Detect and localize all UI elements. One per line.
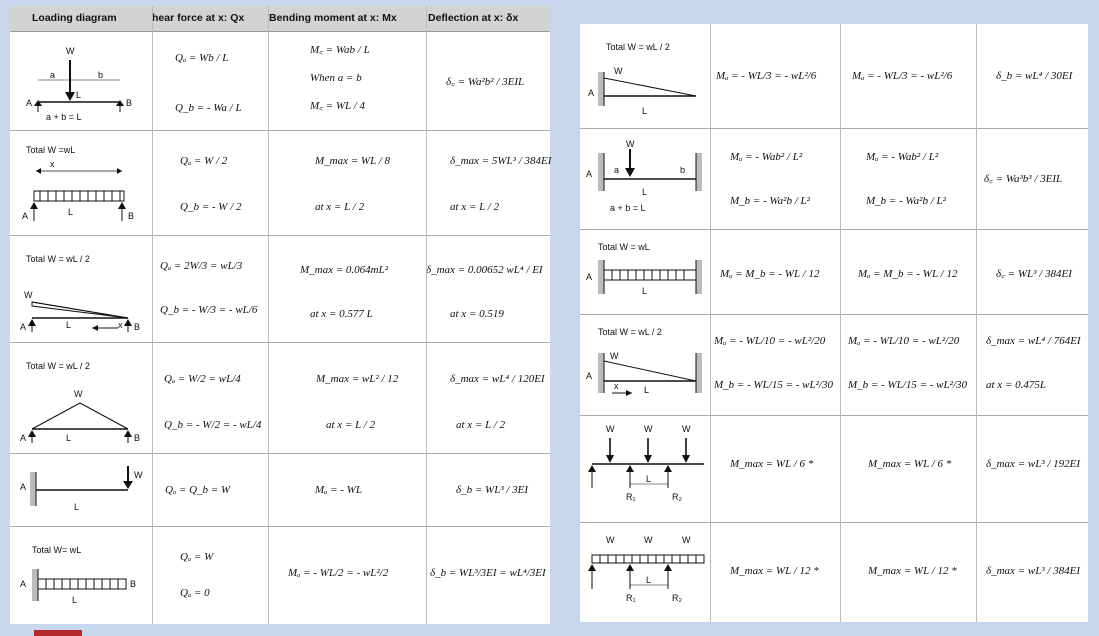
load-label: W	[24, 290, 33, 300]
span-label: L	[76, 90, 82, 100]
col2-line2: M_b = - WL/15 = - wL²/30	[848, 379, 967, 391]
support-b-label: B	[126, 98, 133, 108]
right-table	[580, 24, 1088, 622]
shear-a: Qₐ = W	[180, 551, 214, 563]
span-label: L	[642, 106, 648, 116]
support-a-label: A	[586, 371, 593, 381]
moment-1: M_max = WL / 8	[315, 155, 391, 167]
header-moment: Bending moment at x: Mx	[269, 12, 397, 24]
header-loading: Loading diagram	[32, 12, 117, 24]
a-label: a	[614, 165, 620, 175]
support-a-label: A	[22, 211, 29, 221]
table-row	[580, 24, 1088, 129]
span-label: L	[642, 286, 648, 296]
deflection-1: δ_max = wL⁴ / 120EI	[450, 373, 545, 385]
support-b-label: B	[134, 322, 141, 332]
col1-line1: Mₐ = - WL/10 = - wL²/20	[714, 335, 826, 347]
x-label: x	[50, 159, 55, 169]
shear-a: Qₐ = Q_b = W	[165, 484, 231, 496]
col2-line1: Mₐ = - WL/3 = - wL²/6	[852, 70, 953, 82]
col3-line1: δ_max = wL³ / 384EI	[986, 565, 1081, 577]
deflection-1: δ_max = 0.00652 wL⁴ / EI	[426, 264, 543, 276]
load-label: W	[626, 139, 635, 149]
deflection-1: δ꜀ = Wa²b² / 3EIL	[446, 76, 525, 88]
span-label: L	[642, 187, 648, 197]
col3-line1: δ_b = wL⁴ / 30EI	[996, 70, 1073, 82]
col2-line1: Mₐ = - WL/10 = - wL²/20	[848, 335, 960, 347]
shear-b: Q_b = - W/3 = - wL/6	[160, 304, 258, 316]
support-a-label: A	[20, 433, 27, 443]
table-row	[10, 454, 550, 527]
load-label: W	[74, 389, 83, 399]
load-label-1: W	[606, 535, 615, 545]
col1-line2: M_b = - WL/15 = - wL²/30	[714, 379, 833, 391]
load-label: W	[614, 66, 623, 76]
span-label: L	[66, 320, 72, 330]
table-row	[580, 315, 1088, 416]
deflection-1: δ_b = WL³/3EI = wL⁴/3EI	[430, 567, 546, 579]
moment-3: M꜀ = WL / 4	[310, 100, 366, 112]
support-b-label: B	[134, 433, 141, 443]
col1-line2: M_b = - Wa²b / L²	[730, 195, 810, 207]
moment-2: at x = L / 2	[315, 201, 365, 213]
support-a-label: A	[586, 169, 593, 179]
reaction-2: R₂	[672, 492, 682, 502]
load-label-1: W	[606, 424, 615, 434]
table-row	[580, 523, 1088, 622]
support-a-label: A	[20, 322, 27, 332]
deflection-1: δ_b = WL³ / 3EI	[456, 484, 529, 496]
support-a-label: A	[20, 482, 27, 492]
reaction-2: R₂	[672, 593, 682, 603]
moment-1: M_max = wL² / 12	[316, 373, 399, 385]
diagram-title: Total W= wL	[32, 545, 82, 555]
col2-line1: M_max = WL / 12 *	[868, 565, 957, 577]
table-row	[10, 527, 550, 623]
deflection-2: at x = L / 2	[456, 419, 506, 431]
column-divider	[840, 24, 841, 622]
column-divider	[976, 24, 977, 622]
table-row	[10, 32, 550, 131]
page-marker	[34, 630, 82, 636]
support-a-label: A	[26, 98, 33, 108]
table-header	[10, 6, 550, 32]
support-b-label: B	[130, 579, 137, 589]
column-divider	[426, 6, 427, 624]
diagram-title: Total W = wL / 2	[598, 327, 662, 337]
deflection-2: at x = L / 2	[450, 201, 500, 213]
reaction-1: R₁	[626, 492, 636, 502]
support-a-label: A	[20, 579, 27, 589]
load-label-2: W	[644, 535, 653, 545]
moment-2: at x = L / 2	[326, 419, 376, 431]
col3-line1: δ꜀ = WL³ / 384EI	[996, 268, 1072, 280]
span-label: L	[644, 385, 650, 395]
shear-b: Q_b = - W / 2	[180, 201, 242, 213]
load-label-3: W	[682, 424, 691, 434]
col1-line1: M_max = WL / 12 *	[730, 565, 819, 577]
col2-line1: M_max = WL / 6 *	[868, 458, 952, 470]
col3-line2: at x = 0.475L	[986, 379, 1046, 391]
col1-line1: Mₐ = M_b = - WL / 12	[720, 268, 820, 280]
load-label: W	[134, 470, 143, 480]
column-divider	[268, 6, 269, 624]
table-row	[10, 236, 550, 343]
moment-2: When a = b	[310, 72, 362, 84]
column-divider	[152, 6, 153, 624]
table-row	[580, 129, 1088, 230]
table-row	[580, 230, 1088, 315]
column-divider	[710, 24, 711, 622]
col2-line1: Mₐ = - Wab² / L²	[866, 151, 939, 163]
shear-a: Qₐ = Wb / L	[175, 52, 229, 64]
span-label: L	[74, 502, 80, 512]
span-label: L	[646, 575, 652, 585]
span-label: L	[646, 474, 652, 484]
shear-a: Qₐ = 2W/3 = wL/3	[160, 260, 243, 272]
diagram-title: Total W = wL	[598, 242, 650, 252]
load-label-3: W	[682, 535, 691, 545]
table-row	[10, 343, 550, 454]
a-label: a	[50, 70, 56, 80]
load-label-2: W	[644, 424, 653, 434]
x-label: x	[614, 381, 619, 391]
shear-b: Qₐ = 0	[180, 587, 210, 599]
support-a-label: A	[586, 272, 593, 282]
header-shear: hear force at x: Qx	[152, 12, 245, 24]
reaction-1: R₁	[626, 593, 636, 603]
left-table	[10, 6, 550, 624]
col1-line1: M_max = WL / 6 *	[730, 458, 814, 470]
col1-line1: Mₐ = - Wab² / L²	[730, 151, 803, 163]
sum-label: a + b = L	[610, 203, 646, 213]
col1-line1: Mₐ = - WL/3 = - wL²/6	[716, 70, 817, 82]
diagram-title: Total W = wL / 2	[26, 254, 90, 264]
b-label: b	[98, 70, 104, 80]
shear-a: Qₐ = W/2 = wL/4	[164, 373, 241, 385]
span-label: L	[68, 207, 74, 217]
load-label: W	[610, 351, 619, 361]
col3-line1: δ_max = wL³ / 192EI	[986, 458, 1081, 470]
x-label: x	[118, 320, 123, 330]
diagram-title: Total W =wL	[26, 145, 76, 155]
col3-line1: δ_max = wL⁴ / 764EI	[986, 335, 1081, 347]
col2-line1: Mₐ = M_b = - WL / 12	[858, 268, 958, 280]
col2-line2: M_b = - Wa²b / L²	[866, 195, 946, 207]
diagram-title: Total W = wL / 2	[606, 42, 670, 52]
diagram-fixed-point	[580, 129, 710, 229]
deflection-2: at x = 0.519	[450, 308, 504, 320]
deflection-1: δ_max = 5WL³ / 384EI	[450, 155, 552, 167]
header-deflection: Deflection at x: δx	[428, 12, 519, 24]
sum-label: a + b = L	[46, 112, 82, 122]
b-label: b	[680, 165, 686, 175]
moment-2: at x = 0.577 L	[310, 308, 373, 320]
diagram-title: Total W = wL / 2	[26, 361, 90, 371]
shear-a: Qₐ = W / 2	[180, 155, 228, 167]
moment-1: Mₐ = - WL	[315, 484, 362, 496]
span-label: L	[66, 433, 72, 443]
span-label: L	[72, 595, 78, 605]
support-a-label: A	[588, 88, 595, 98]
support-b-label: B	[128, 211, 135, 221]
load-label: W	[66, 46, 75, 56]
diagram-cantilever-point	[10, 454, 140, 526]
table-row	[10, 131, 550, 236]
shear-b: Q_b = - W/2 = - wL/4	[164, 419, 262, 431]
diagram-cantilever-udl	[10, 527, 140, 623]
shear-b: Q_b = - Wa / L	[175, 102, 242, 114]
moment-1: Mₐ = - WL/2 = - wL²/2	[288, 567, 389, 579]
table-row	[580, 416, 1088, 523]
col3-line1: δ꜀ = Wa³b³ / 3EIL	[984, 173, 1063, 185]
moment-1: M_max = 0.064mL²	[300, 264, 389, 276]
moment-1: M꜀ = Wab / L	[310, 44, 370, 56]
